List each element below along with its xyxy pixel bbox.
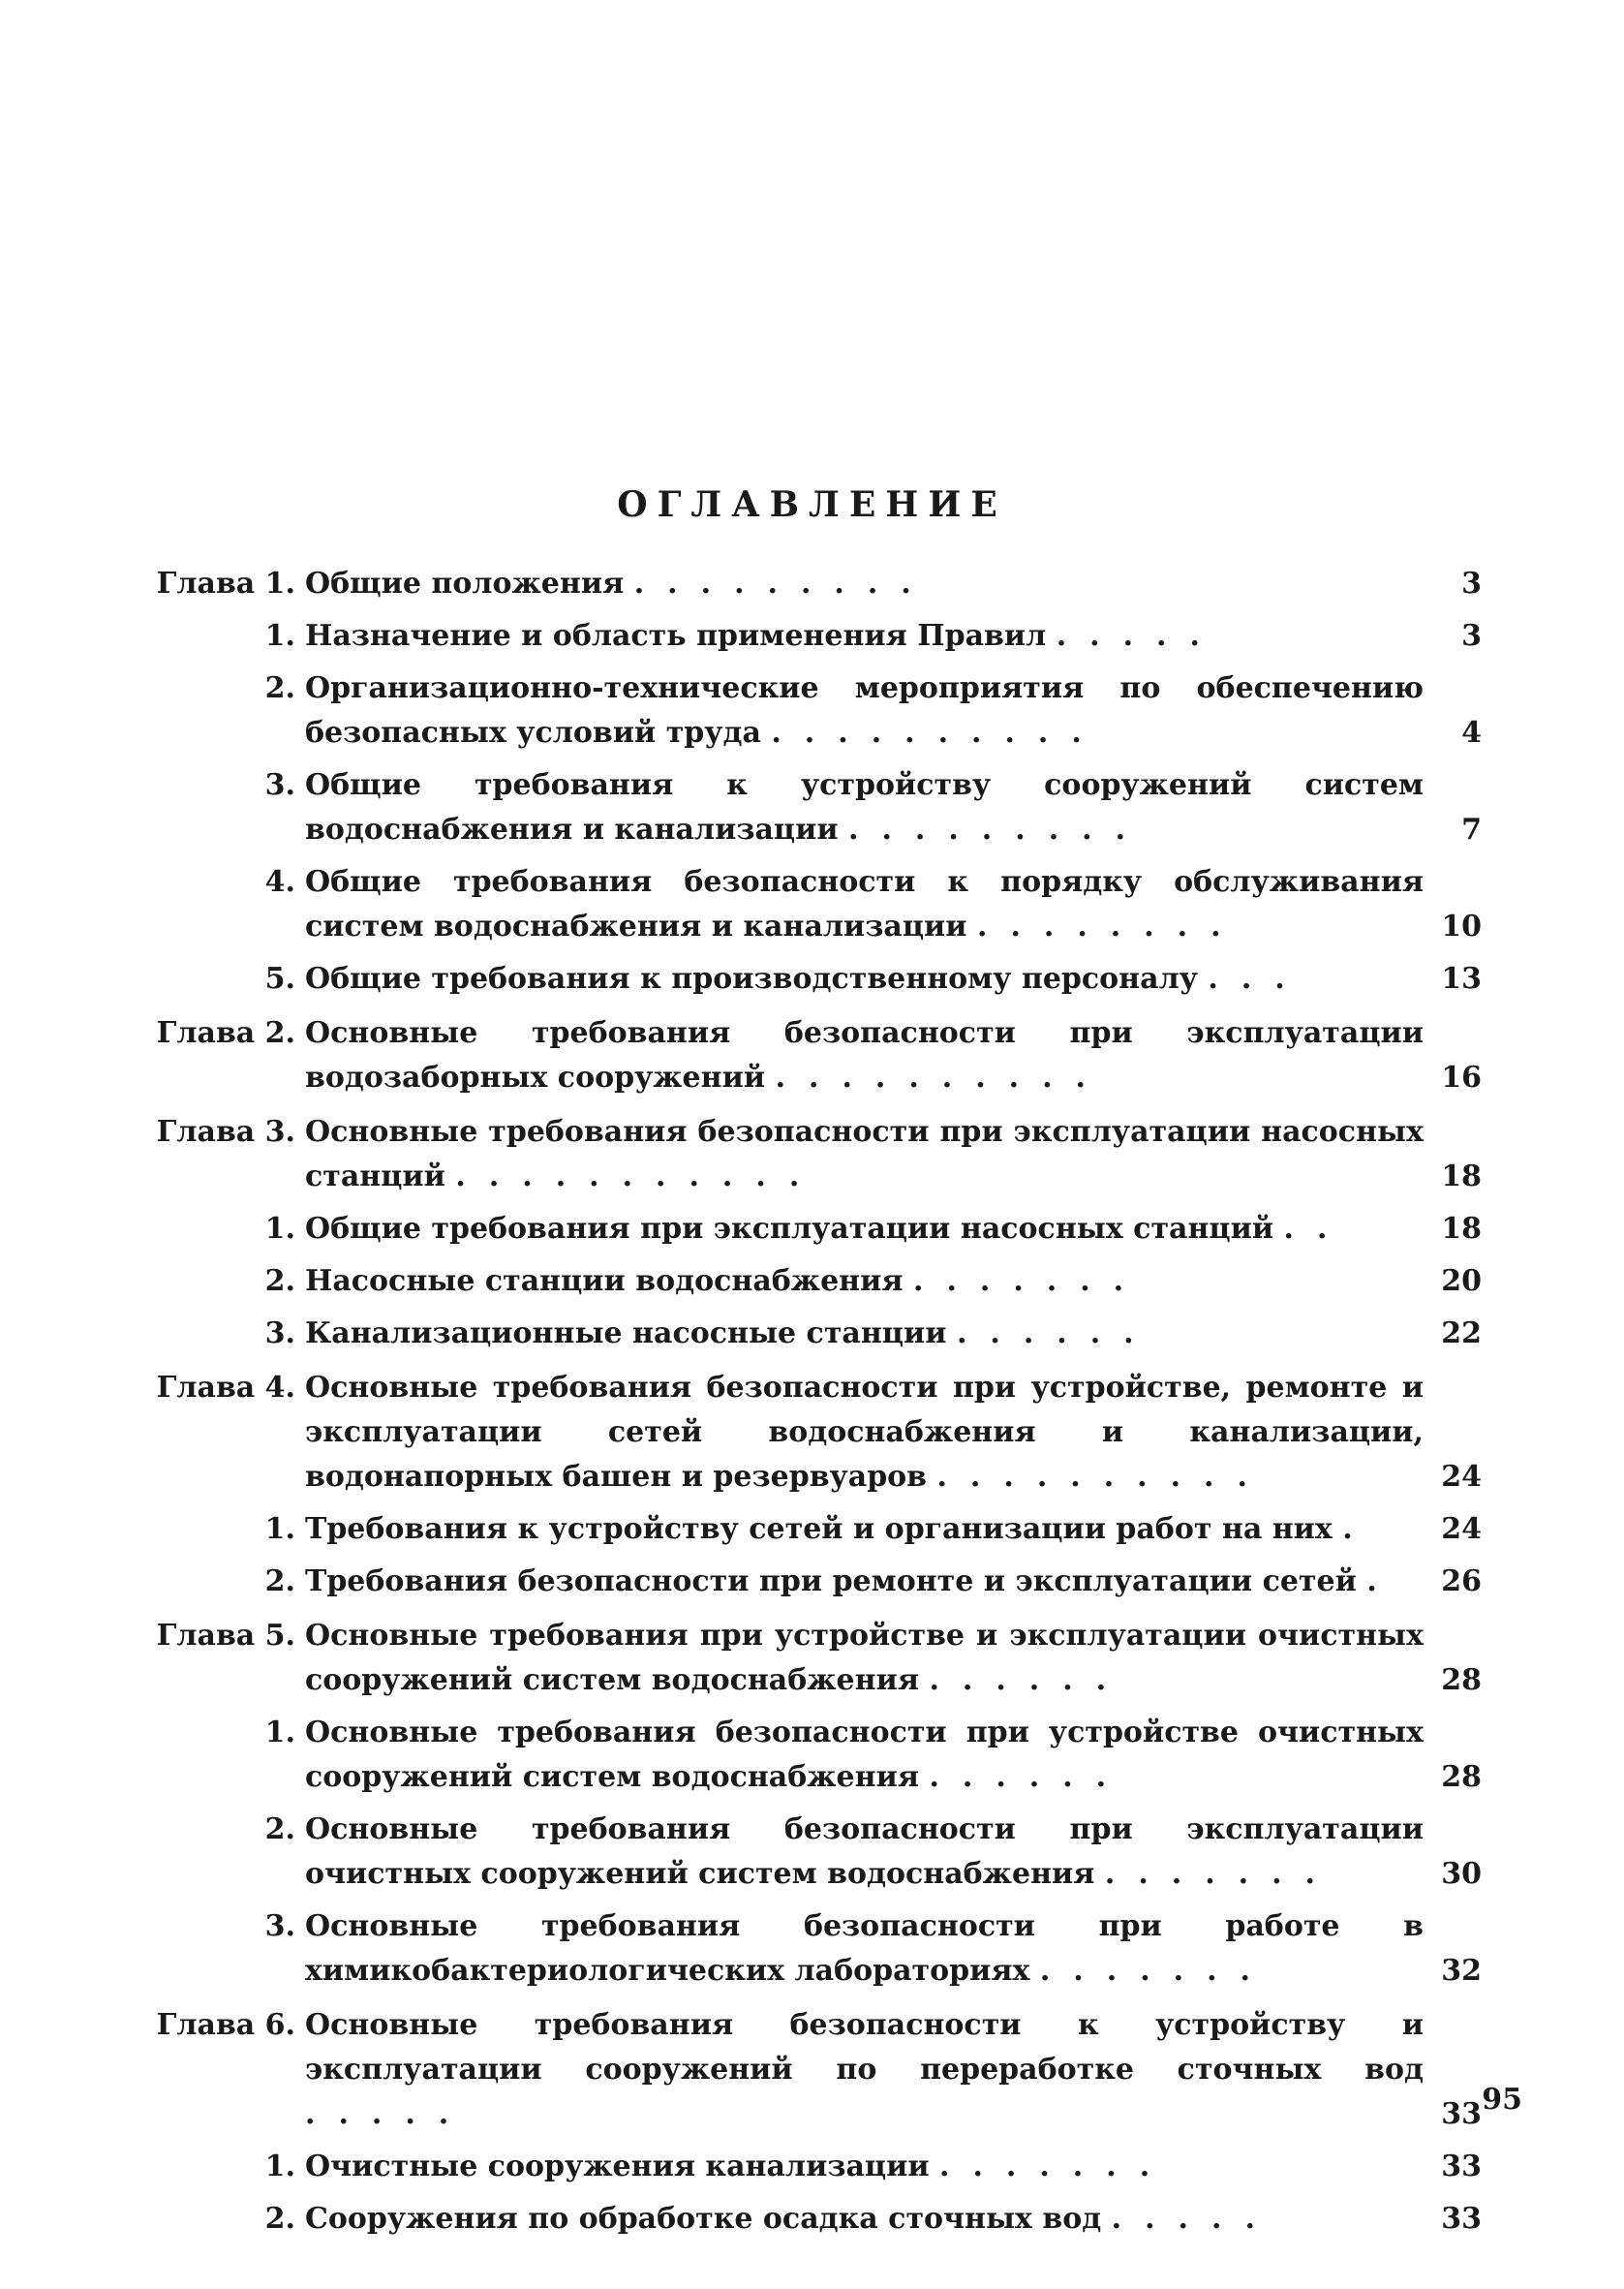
toc-entry-text: Основные требования безопасности при эксплуатации водозаборных сооружений [305, 1016, 1424, 1095]
toc-entry-page: 22 [1441, 1316, 1482, 1350]
toc-entry-label: 2. [264, 1564, 295, 1598]
toc-entry-label: 4. [264, 865, 295, 899]
toc-section-5-1[interactable]: 1. Основные требования безопасности при устройстве очистных сооружений систем водоснабжения ...... 28 [126, 1711, 1482, 1800]
toc-chapter-1[interactable]: Глава 1. Общие положения ......... 3 [126, 562, 1482, 606]
toc-entry-page: 33 [1441, 2202, 1482, 2236]
toc-chapter-2[interactable]: Глава 2. Основные требования безопасности при эксплуатации водозаборных сооружений .......... 16 [126, 1011, 1482, 1100]
toc-entry-page: 7 [1461, 813, 1482, 847]
toc-entry-text: Общие требования безопасности к порядку обслуживания систем водоснабжения и канализации [305, 865, 1424, 943]
toc-entry-page: 13 [1441, 962, 1482, 996]
toc-entry-page: 28 [1441, 1760, 1482, 1794]
toc-entry-page: 24 [1441, 1512, 1482, 1546]
toc-entry-page: 20 [1441, 1264, 1482, 1298]
toc-entry-label: Глава 5. [156, 1619, 295, 1653]
toc-section-4-2[interactable]: 2. Требования безопасности при ремонте и эксплуатации сетей . 26 [126, 1560, 1482, 1604]
toc-chapter-5[interactable]: Глава 5. Основные требования при устройстве и эксплуатации очистных сооружений систем водоснабжения ...... 28 [126, 1614, 1482, 1703]
toc-entry-text: Общие положения [305, 567, 625, 601]
toc-entry-label: 1. [264, 1212, 295, 1246]
toc-entry-text: Основные требования безопасности к устройству и эксплуатации сооружений по переработке сточных вод [305, 2008, 1424, 2087]
toc-entry-page: 4 [1461, 716, 1482, 750]
toc-entry-page: 30 [1441, 1857, 1482, 1891]
toc-entry-label: 1. [264, 2150, 295, 2183]
toc-entry-text: Основные требования безопасности при эксплуатации насосных станций [305, 1115, 1424, 1193]
toc-section-3-1[interactable]: 1. Общие требования при эксплуатации насосных станций .. 18 [126, 1207, 1482, 1252]
toc-entry-text: Основные требования безопасности при устройстве очистных сооружений систем водоснабжения [305, 1716, 1424, 1794]
toc-entry-page: 3 [1461, 619, 1482, 653]
toc-section-1-2[interactable]: 2. Организационно-технические мероприятия по обеспечению безопасных условий труда .......... 4 [126, 666, 1482, 756]
toc-entry-label: 2. [264, 2202, 295, 2236]
toc-entry-text: Насосные станции водоснабжения [305, 1264, 904, 1298]
toc-section-5-2[interactable]: 2. Основные требования безопасности при эксплуатации очистных сооружений систем водоснабжения ....... 30 [126, 1808, 1482, 1897]
toc-section-6-1[interactable]: 1. Очистные сооружения канализации ....... 33 [126, 2145, 1482, 2189]
toc-entry-page: 16 [1441, 1061, 1482, 1095]
toc-entry-label: Глава 6. [156, 2008, 295, 2042]
toc-entry-page: 3 [1461, 567, 1482, 601]
toc-entry-text: Очистные сооружения канализации [305, 2150, 930, 2183]
toc-entry-text: Организационно-технические мероприятия по обеспечению безопасных условий труда [305, 671, 1424, 750]
toc-entry-label: Глава 4. [156, 1371, 295, 1405]
toc-entry-label: 3. [264, 768, 295, 802]
table-of-contents [126, 552, 1482, 2242]
toc-section-1-3[interactable]: 3. Общие требования к устройству сооружений систем водоснабжения и канализации ......... 7 [126, 763, 1482, 852]
toc-entry-text: Требования к устройству сетей и организации работ на них [305, 1512, 1333, 1546]
toc-entry-label: Глава 1. [156, 567, 295, 601]
toc-section-4-1[interactable]: 1. Требования к устройству сетей и организации работ на них . 24 [126, 1507, 1482, 1552]
toc-section-1-5[interactable]: 5. Общие требования к производственному персоналу ... 13 [126, 957, 1482, 1002]
toc-entry-text: Назначение и область применения Правил [305, 619, 1047, 653]
toc-entry-text: Общие требования при эксплуатации насосных станций [305, 1212, 1274, 1246]
toc-entry-text: Основные требования безопасности при устройстве, ремонте и эксплуатации сетей водоснабжения и канализации, водонапорных башен и резервуаров [305, 1371, 1424, 1494]
toc-entry-label: Глава 2. [156, 1016, 295, 1050]
toc-section-6-2[interactable]: 2. Сооружения по обработке осадка сточных вод ..... 33 [126, 2197, 1482, 2242]
toc-entry-page: 33 [1441, 2150, 1482, 2183]
toc-entry-text: Сооружения по обработке осадка сточных вод [305, 2202, 1102, 2236]
toc-entry-label: Глава 3. [156, 1115, 295, 1149]
toc-section-3-3[interactable]: 3. Канализационные насосные станции ...... 22 [126, 1312, 1482, 1356]
toc-entry-text: Основные требования при устройстве и эксплуатации очистных сооружений систем водоснабжения [305, 1619, 1424, 1697]
toc-entry-page: 24 [1441, 1460, 1482, 1494]
toc-entry-page: 18 [1441, 1160, 1482, 1193]
page-number: 95 [1482, 2083, 1522, 2117]
toc-entry-label: 1. [264, 619, 295, 653]
toc-entry-label: 5. [264, 962, 295, 996]
toc-entry-text: Основные требования безопасности при эксплуатации очистных сооружений систем водоснабжения [305, 1812, 1424, 1891]
toc-entry-text: Общие требования к производственному персоналу [305, 962, 1198, 996]
toc-entry-label: 2. [264, 1812, 295, 1846]
toc-section-5-3[interactable]: 3. Основные требования безопасности при работе в химикобактериологических лабораториях ....... 32 [126, 1904, 1482, 1994]
toc-section-1-1[interactable]: 1. Назначение и область применения Правил ..... 3 [126, 614, 1482, 659]
toc-entry-page: 26 [1441, 1564, 1482, 1598]
toc-entry-page: 32 [1441, 1954, 1482, 1988]
toc-section-3-2[interactable]: 2. Насосные станции водоснабжения ....... 20 [126, 1259, 1482, 1304]
toc-chapter-3[interactable]: Глава 3. Основные требования безопасности при эксплуатации насосных станций ........... 18 [126, 1110, 1482, 1199]
toc-section-1-4[interactable]: 4. Общие требования безопасности к порядку обслуживания систем водоснабжения и канализации ........ 10 [126, 860, 1482, 949]
toc-chapter-6[interactable]: Глава 6. Основные требования безопасности к устройству и эксплуатации сооружений по переработке сточных вод ..... 33 [126, 2003, 1482, 2137]
toc-entry-text: Канализационные насосные станции [305, 1316, 947, 1350]
toc-entry-label: 2. [264, 1264, 295, 1298]
toc-title: ОГЛАВЛЕНИЕ [617, 484, 1007, 525]
toc-entry-label: 3. [264, 1316, 295, 1350]
toc-entry-text: Общие требования к устройству сооружений систем водоснабжения и канализации [305, 768, 1424, 847]
toc-entry-page: 10 [1441, 910, 1482, 943]
toc-entry-page: 28 [1441, 1663, 1482, 1697]
toc-entry-label: 2. [264, 671, 295, 705]
toc-entry-page: 33 [1441, 2097, 1482, 2131]
toc-chapter-4[interactable]: Глава 4. Основные требования безопасности при устройстве, ремонте и эксплуатации сетей водоснабжения и канализации, водонапорных башен и резервуаров .......... 24 [126, 1366, 1482, 1500]
toc-entry-label: 1. [264, 1512, 295, 1546]
toc-entry-text: Требования безопасности при ремонте и эксплуатации сетей [305, 1564, 1357, 1598]
toc-entry-text: Основные требования безопасности при работе в химикобактериологических лабораториях [305, 1909, 1424, 1988]
toc-entry-label: 1. [264, 1716, 295, 1749]
toc-entry-label: 3. [264, 1909, 295, 1943]
toc-entry-page: 18 [1441, 1212, 1482, 1246]
